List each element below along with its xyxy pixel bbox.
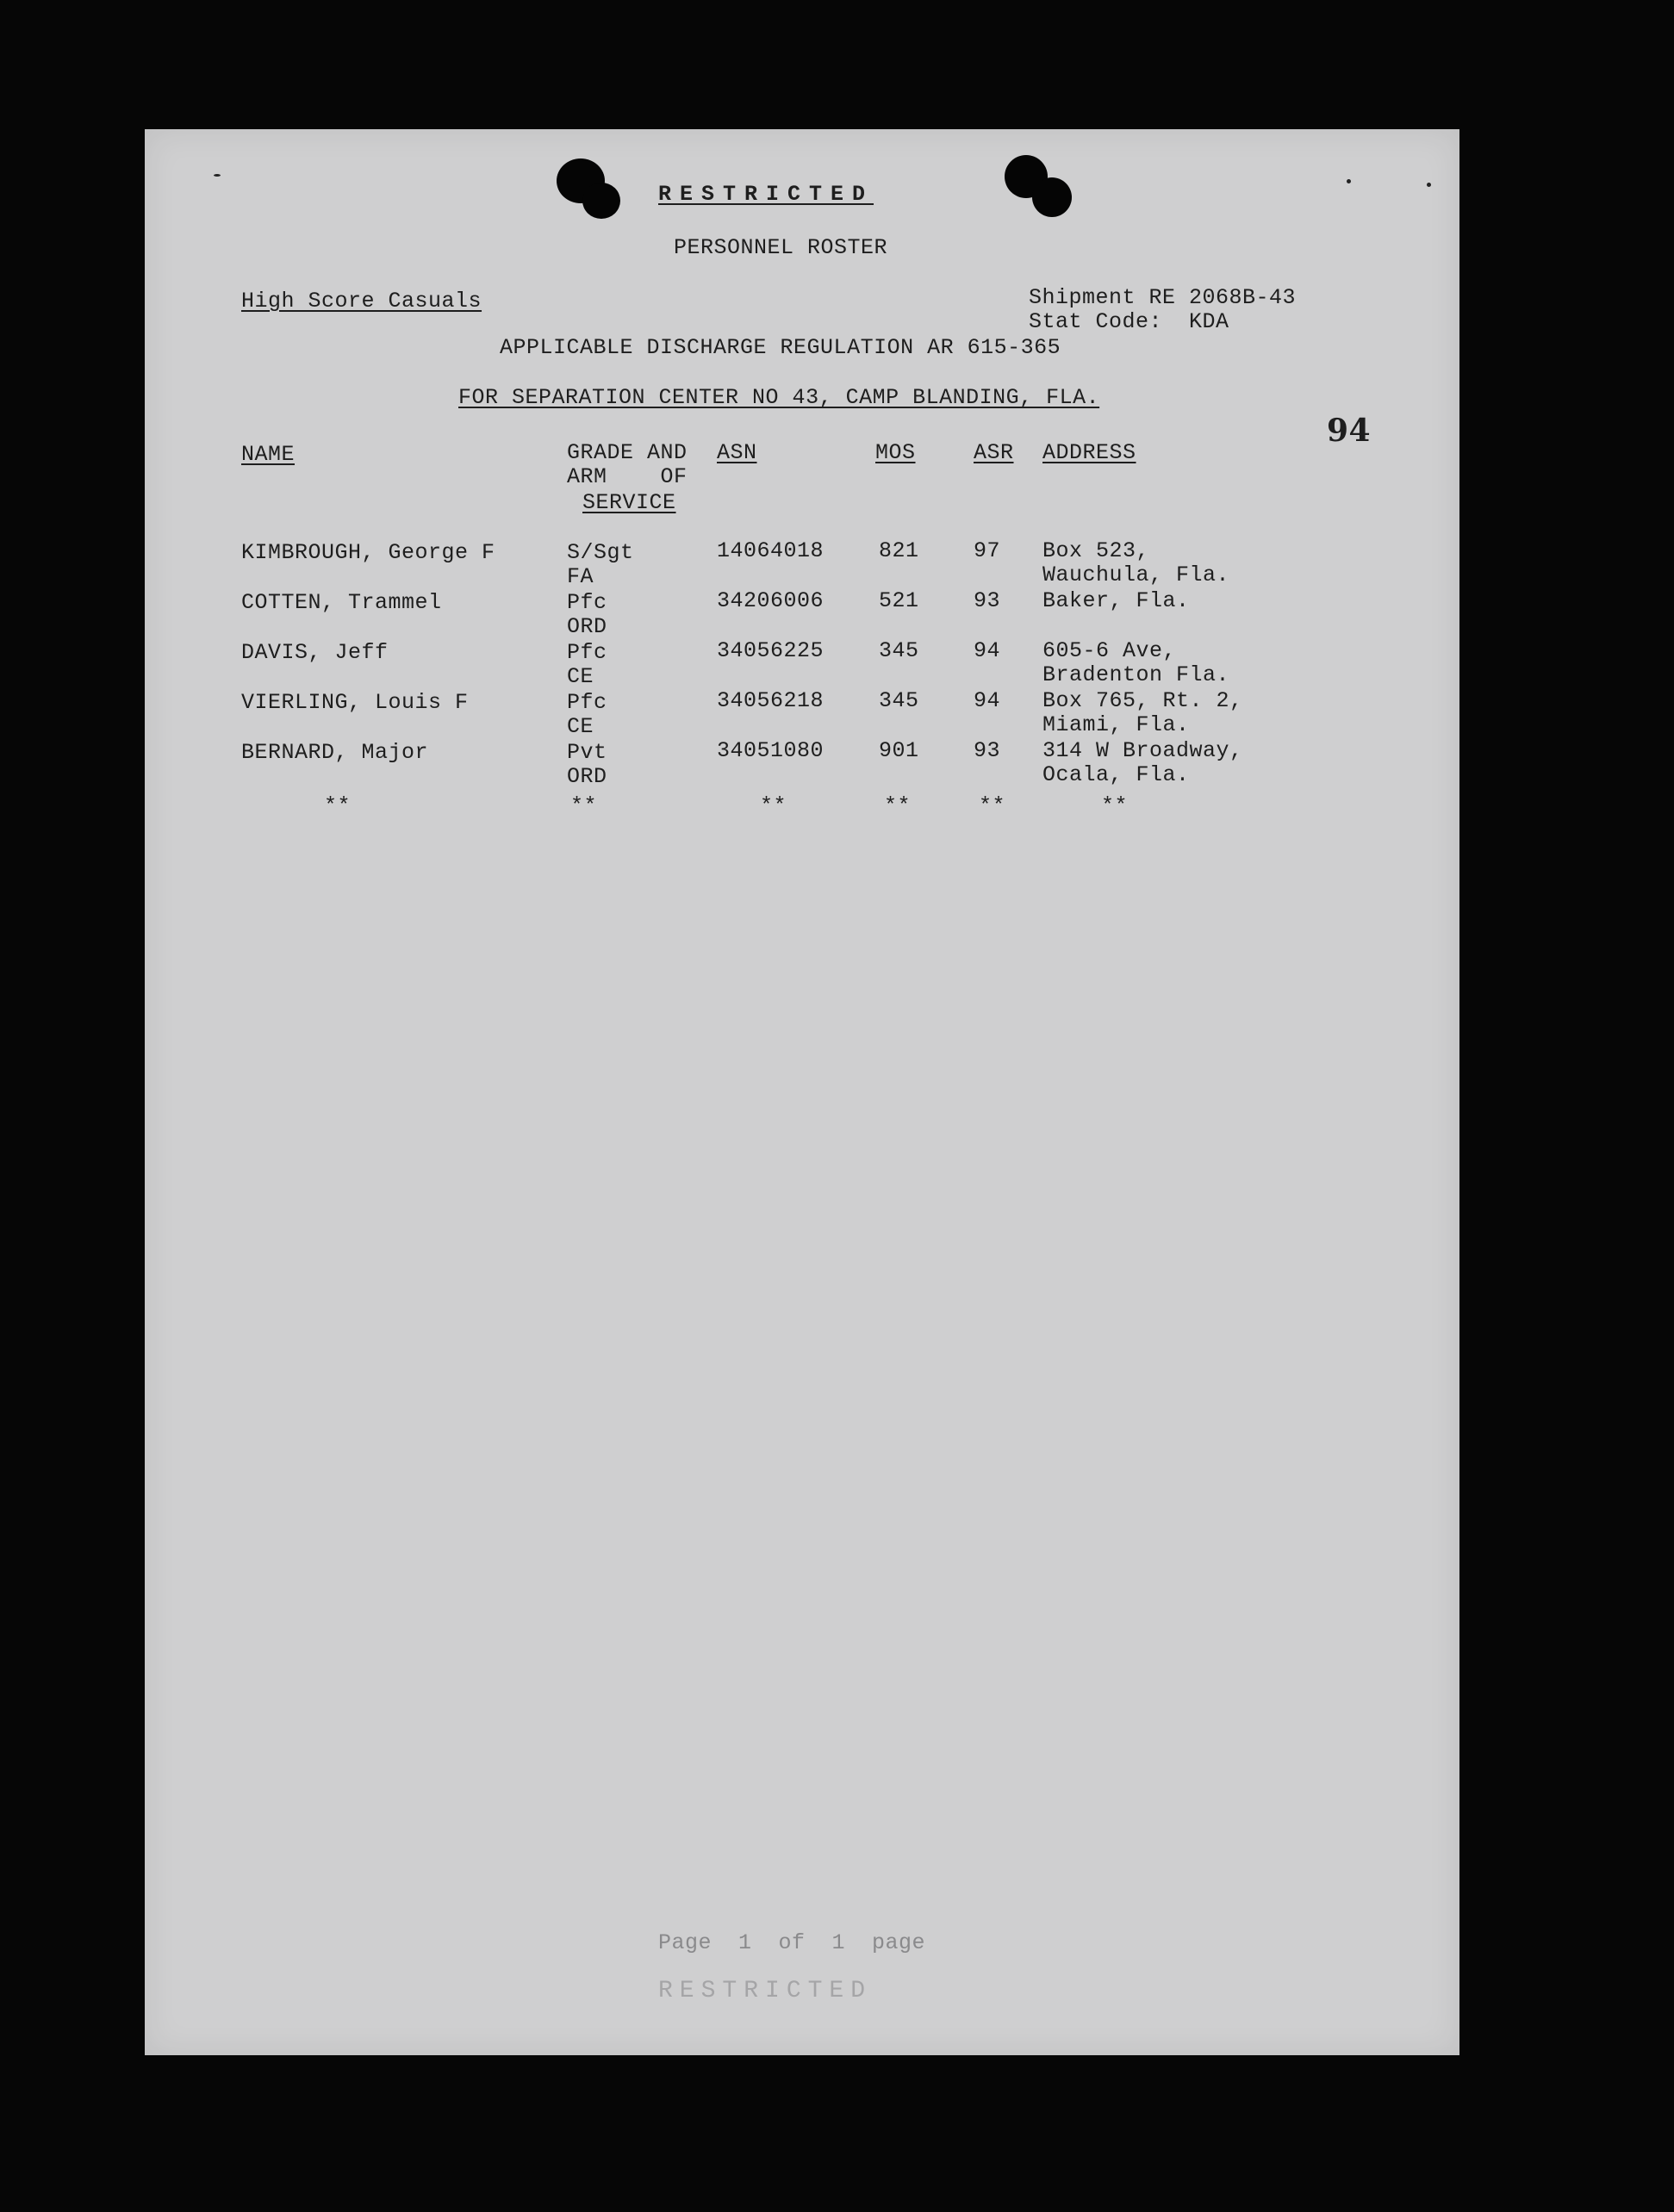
row-address-line1: Box 765, Rt. 2, — [1042, 688, 1243, 713]
row-address-line1: Baker, Fla. — [1042, 588, 1190, 613]
classification-heading: RESTRICTED — [658, 182, 874, 207]
row-asn: 34051080 — [717, 738, 825, 763]
row-name: VIERLING, Louis F — [241, 690, 469, 715]
speck — [214, 174, 221, 177]
discharge-regulation: APPLICABLE DISCHARGE REGULATION AR 615-365 — [500, 335, 1061, 360]
col-grade-line2: ARM OF — [567, 464, 688, 489]
row-asr: 93 — [974, 738, 1001, 763]
col-name: NAME — [241, 442, 296, 467]
page-number: 94 — [1327, 413, 1372, 449]
end-marker: ** — [760, 793, 787, 818]
separation-center: FOR SEPARATION CENTER NO 43, CAMP BLANDING, FLA. — [458, 385, 1100, 410]
col-grade-line1: GRADE AND — [567, 440, 688, 465]
row-grade: Pfc — [567, 590, 607, 615]
row-grade: Pfc — [567, 690, 607, 715]
row-mos: 345 — [879, 688, 919, 713]
row-asr: 94 — [974, 688, 1001, 713]
row-arm: CE — [567, 664, 594, 689]
row-arm: ORD — [567, 764, 607, 789]
page-count: Page 1 of 1 page — [658, 1930, 926, 1955]
row-name: DAVIS, Jeff — [241, 640, 389, 665]
speck — [1427, 183, 1431, 187]
end-marker: ** — [979, 793, 1006, 818]
row-grade: Pvt — [567, 740, 607, 765]
col-grade-line3: SERVICE — [582, 490, 676, 515]
col-asr: ASR — [974, 440, 1014, 465]
row-mos: 345 — [879, 638, 919, 663]
restricted-stamp: RESTRICTED — [658, 1978, 873, 2004]
row-asn: 34056218 — [717, 688, 825, 713]
row-address-line2: Bradenton Fla. — [1042, 662, 1230, 687]
row-asr: 93 — [974, 588, 1001, 613]
group-label: High Score Casuals — [241, 289, 482, 314]
stat-code: Stat Code: KDA — [1029, 309, 1229, 334]
row-arm: CE — [567, 714, 594, 739]
row-address-line2: Wauchula, Fla. — [1042, 562, 1230, 587]
col-mos: MOS — [875, 440, 916, 465]
row-address-line1: 605-6 Ave, — [1042, 638, 1177, 663]
row-address-line1: Box 523, — [1042, 538, 1150, 563]
col-address: ADDRESS — [1042, 440, 1136, 465]
row-address-line1: 314 W Broadway, — [1042, 738, 1243, 763]
row-asr: 94 — [974, 638, 1001, 663]
document-title: PERSONNEL ROSTER — [674, 235, 888, 260]
row-address-line2: Ocala, Fla. — [1042, 762, 1190, 787]
punch-hole-left-lower — [582, 183, 620, 219]
shipment-number: Shipment RE 2068B-43 — [1029, 285, 1297, 310]
row-grade: S/Sgt — [567, 540, 634, 565]
row-mos: 821 — [879, 538, 919, 563]
row-asr: 97 — [974, 538, 1001, 563]
row-grade: Pfc — [567, 640, 607, 665]
row-mos: 901 — [879, 738, 919, 763]
row-asn: 34206006 — [717, 588, 825, 613]
col-asn: ASN — [717, 440, 757, 465]
roster-sheet — [145, 129, 1459, 2055]
end-marker: ** — [570, 793, 598, 818]
row-asn: 34056225 — [717, 638, 825, 663]
end-marker: ** — [1101, 793, 1129, 818]
row-name: BERNARD, Major — [241, 740, 429, 765]
end-marker: ** — [324, 793, 352, 818]
row-arm: ORD — [567, 614, 607, 639]
end-marker: ** — [884, 793, 912, 818]
punch-hole-right-lower — [1032, 177, 1072, 217]
row-mos: 521 — [879, 588, 919, 613]
row-name: COTTEN, Trammel — [241, 590, 442, 615]
row-address-line2: Miami, Fla. — [1042, 712, 1190, 737]
speck — [1347, 179, 1351, 183]
row-arm: FA — [567, 564, 594, 589]
row-name: KIMBROUGH, George F — [241, 540, 495, 565]
row-asn: 14064018 — [717, 538, 825, 563]
